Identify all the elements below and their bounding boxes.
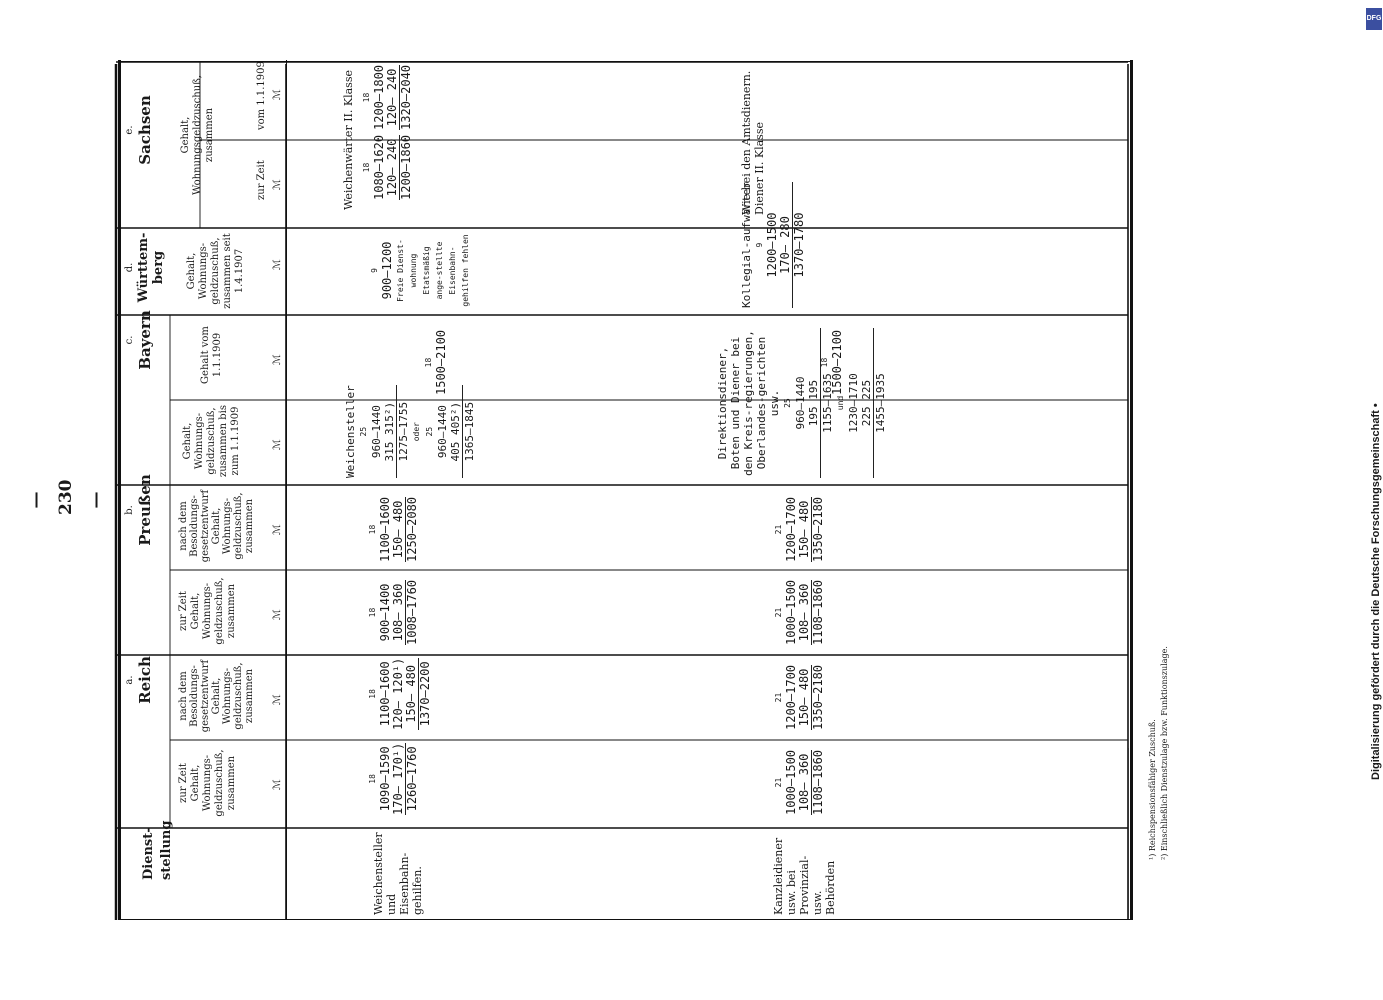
header-bayern: c. Bayern [124, 310, 154, 370]
row2-dienst: Kanzleidiener usw. bei Provinzial-usw. Behörden [772, 837, 837, 915]
row1-sachsen-title: Weichenwärter II. Klasse [342, 70, 355, 210]
header-dienst: Dienst-stellung [141, 820, 174, 880]
preussen-col1-header: zur Zeit Gehalt, Wohnungs-geldzuschuß, zusammen [178, 577, 237, 645]
row1-sachsen1: 18 1080–1620 120– 240 1200–1860 [362, 134, 413, 200]
digitization-credit: Digitalisierung gefördert durch die Deutsche Forschungsgemeinschaft • [1370, 403, 1382, 780]
wuerttemberg-col1-header: Gehalt, Wohnungs-geldzuschuß, zusammen seit 1.4.1907 [186, 233, 245, 309]
row1-dienst: Weichensteller und Eisenbahn-gehilfen. [372, 832, 424, 915]
row2-wuerttemberg: Kollegial-aufwärter 9 1200–1500 170– 280 1370–1780 [740, 182, 806, 308]
row2-bayern1: Direktionsdiener, Boten und Diener bei den Kreis-regierungen, Oberlandes-gerichten usw. 25 960–1440 195 195 1155–1635 und 1230–1710 225 225 1455–1935 [716, 328, 887, 478]
header-sachsen: e. Sachsen [124, 95, 154, 165]
page-number: — 230 — [26, 479, 106, 515]
dfg-logo: DFG [1366, 8, 1382, 30]
row2-reich2: 21 1200–1700 150– 480 1350–2180 [774, 664, 825, 730]
preussen-col2-header: nach dem Besoldungs-gesetzentwurf Gehalt, Wohnungs-geldzuschuß, zusammen [178, 489, 255, 563]
footnote-2: ²) Einschließlich Dienstzulage bzw. Funktionszulage. [1160, 646, 1169, 860]
row1-preussen2: 18 1100–1600 150– 480 1250–2080 [368, 496, 419, 562]
header-wuerttemberg: d. Württem-berg [124, 232, 166, 303]
footnote-rule [1128, 748, 1129, 918]
header-reich: a. Reich [124, 656, 154, 704]
row1-reich1: 18 1090–1590 170– 170¹) 1260–1760 [368, 742, 419, 815]
row2-preussen2: 21 1200–1700 150– 480 1350–2180 [774, 496, 825, 562]
header-preussen: b. Preußen [124, 474, 154, 546]
row2-preussen1: 21 1000–1500 108– 360 1108–1860 [774, 579, 825, 645]
bayern-col1-header: Gehalt, Wohnungs-geldzuschuß, zusammen bis zum 1.1.1909 [182, 404, 241, 478]
row1-bayern1: Weichensteller 25 960–1440 315 315²) 1275–1755 oder 25 960–1440 405 405²) 1365–1845 [344, 385, 476, 478]
row1-wuerttemberg: 9 900–1200 Freie Dienst-wohnung Etatsmäßig ange-stellte Eisenbahn-gehilfen fehlen [370, 234, 470, 307]
row2-sachsen-note: Wie bei den Amtsdienern. Diener II. Klasse [740, 70, 766, 215]
table-text: Dienst-stellung a. Reich zur Zeit Gehalt, Wohnungs-geldzuschuß, zusammen ℳ nach dem Besoldungs-gesetzentwurf Gehalt, Wohnungs-geldzuschuß, zusammen ℳ b. Preußen zur Zeit Gehalt, Wohnungs-geldzuschuß, zusammen ℳ nach dem Besoldungs-gesetzentwurf Gehalt, Wohnungs-geldzuschuß, zusammen ℳ c. Bayern Gehalt, Wohnungs-geldzuschuß, zusammen bis zum 1.1.1909 ℳ Gehalt vom 1.1.1909 ℳ d. Württem-berg Gehalt, Wohnungs-geldzuschuß, zusammen seit 1.4.1907 ℳ e. Sachsen Gehalt, Wohnungsgeldzuschuß, zusammen zur Zeit ℳ vom 1.1.1909 ℳ Weichensteller und Eisenbahn-gehilfen. 18 1090–1590 170– 170¹) 1260–1760 18 1100–1600 120– 120¹) 150– 480 1370–2200 18 900–1400 108– 360 1008–1760 18 1100–1600 150– 480 1250–2080 Weichensteller 25 960–1440 315 315²) 1275–1755 oder 25 960–1440 405 405²) 1365–1845 18 1500–2100 9 900–1200 Freie Dienst-wohnung Etatsmäßig ange-stellte Eisenbahn-gehilfen fehlen Weichenwärter II. Klasse 18 1080–1620 120– 240 1200–1860 18 1200–1800 120– 240 1320–2040 Kanzleidiener usw. bei Provinzial-usw. Behörden 21 1000–1500 108– 360 1108–1860 21 1200–1700 150– 480 1350–2180 21 1000–1500 108– 360 1108–1860 21 1200–1700 150– 480 1350–2180 Direktionsdiener, Boten und Diener bei den Kreis-regierungen, Oberlandes-gerichten usw. 25 960–1440 195 195 1155–1635 und 1230–1710 225 225 1455–1935 18 1500–2100 Kollegial-aufwärter 9 1200–1500 170– 280 1370–1780 Wie bei den Amtsdienern. Diener II. Klasse ¹) Reichspensionsfähiger Zuschuß. ²) Einschließlich Dienstzulage bzw. Funktionszulage. [0, 0, 1383, 1000]
sachsen-col-header: Gehalt, Wohnungsgeldzuschuß, zusammen [180, 75, 215, 196]
row1-preussen1: 18 900–1400 108– 360 1008–1760 [368, 579, 419, 645]
footnote-1: ¹) Reichspensionsfähiger Zuschuß. [1148, 719, 1157, 860]
row1-sachsen2: 18 1200–1800 120– 240 1320–2040 [362, 64, 413, 130]
row1-bayern2: 18 1500–2100 [424, 329, 448, 395]
row2-reich1: 21 1000–1500 108– 360 1108–1860 [774, 749, 825, 815]
reich-col2-header: nach dem Besoldungs-gesetzentwurf Gehalt, Wohnungs-geldzuschuß, zusammen [178, 659, 255, 733]
row2-bayern2: 18 1500–2100 [820, 329, 844, 395]
reich-col1-header: zur Zeit Gehalt, Wohnungs-geldzuschuß, zusammen [178, 749, 237, 817]
row1-reich2: 18 1100–1600 120– 120¹) 150– 480 1370–2200 [368, 657, 432, 730]
bayern-col2-header: Gehalt vom 1.1.1909 [200, 326, 223, 384]
